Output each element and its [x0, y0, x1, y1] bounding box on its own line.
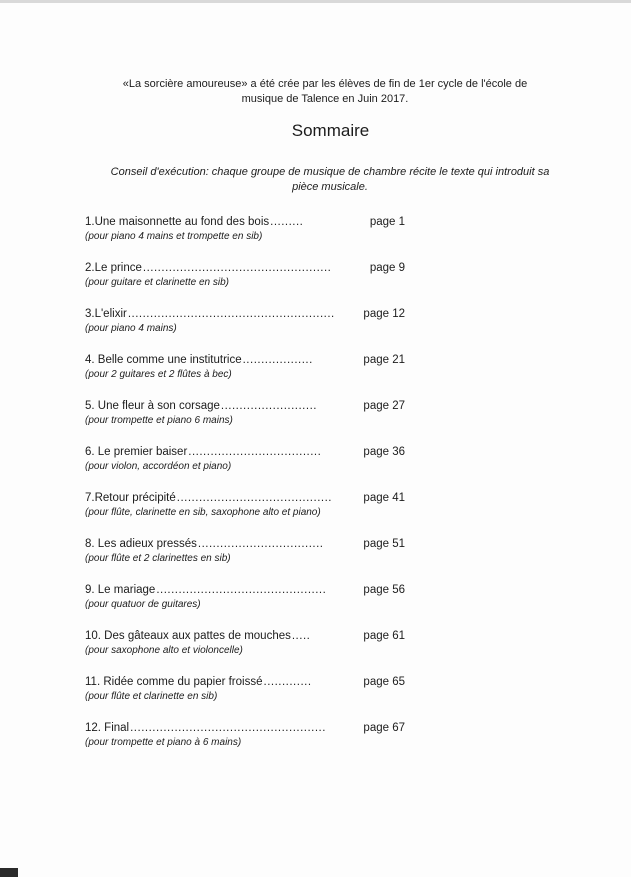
toc-leader-dots: .........: [270, 216, 304, 228]
toc-leader-dots: ....................................: [188, 446, 322, 458]
toc-entry-title: 3.L'elixir: [85, 308, 127, 320]
toc-entry-title: 11. Ridée comme du papier froissé: [85, 676, 263, 688]
toc-leader-dots: ........................................................: [127, 308, 335, 320]
toc-entry-instruments: (pour trompette et piano à 6 mains): [85, 737, 242, 748]
toc-leader-dots: ..................................: [197, 538, 324, 550]
toc-entry-instruments: (pour violon, accordéon et piano): [85, 461, 232, 472]
toc-entry-title: 1.Une maisonnette au fond des bois: [85, 216, 270, 228]
toc-entry-instruments: (pour 2 guitares et 2 flûtes à bec): [85, 369, 232, 380]
toc-entry-8: [85, 536, 405, 582]
toc-entry-instruments: (pour flûte et clarinette en sib): [85, 691, 218, 702]
scan-top-edge: [0, 0, 631, 3]
toc-entry-4: [85, 352, 405, 398]
intro-line-2: musique de Talence en Juin 2017.: [241, 93, 409, 105]
toc-leader-dots: ..........................................: [176, 492, 332, 504]
toc-entry-instruments: (pour trompette et piano 6 mains): [85, 415, 233, 426]
toc-entry-instruments: (pour guitare et clarinette en sib): [85, 277, 229, 288]
intro-paragraph: [80, 77, 570, 107]
toc-entry-title: 4. Belle comme une institutrice: [85, 354, 242, 366]
toc-page-number: page 1: [369, 216, 405, 228]
toc-entry-instruments: (pour flûte et 2 clarinettes en sib): [85, 553, 231, 564]
toc-entry-title: 7.Retour précipité: [85, 492, 176, 504]
scan-corner-mark: [0, 868, 18, 877]
advice-line-1: Conseil d'exécution: chaque groupe de musique de chambre récite le texte qui introduit sa: [110, 166, 550, 178]
toc-leader-dots: .....: [291, 630, 311, 642]
toc-page-number: page 27: [363, 400, 405, 412]
toc-leader-dots: .............: [263, 676, 312, 688]
toc-entry-instruments: (pour piano 4 mains et trompette en sib): [85, 231, 263, 242]
toc-entry-instruments: (pour flûte, clarinette en sib, saxophone alto et piano): [85, 507, 321, 518]
toc-entry-6: [85, 444, 405, 490]
toc-entry-7: [85, 490, 405, 536]
toc-entry-title: 5. Une fleur à son corsage: [85, 400, 220, 412]
toc-entry-title: 8. Les adieux pressés: [85, 538, 197, 550]
toc-page-number: page 21: [363, 354, 405, 366]
toc-leader-dots: .....................................................: [130, 722, 326, 734]
toc-entry-10: [85, 628, 405, 674]
toc-page-number: page 41: [363, 492, 405, 504]
toc-entry-9: [85, 582, 405, 628]
toc-entry-title: 2.Le prince: [85, 262, 142, 274]
toc-entry-instruments: (pour piano 4 mains): [85, 323, 177, 334]
advice-line-2: pièce musicale.: [292, 181, 368, 193]
performance-advice: [80, 165, 580, 195]
toc-page-number: page 12: [363, 308, 405, 320]
toc-page-number: page 51: [363, 538, 405, 550]
page-title: Sommaire: [291, 121, 370, 140]
intro-line-1: «La sorcière amoureuse» a été crée par les élèves de fin de 1er cycle de l'école de: [122, 78, 528, 90]
toc-entry-title: 9. Le mariage: [85, 584, 156, 596]
toc-entry-3: [85, 306, 405, 352]
toc-page-number: page 61: [363, 630, 405, 642]
toc-entry-instruments: (pour quatuor de guitares): [85, 599, 201, 610]
toc-entry-5: [85, 398, 405, 444]
toc-entry-title: 10. Des gâteaux aux pattes de mouches: [85, 630, 291, 642]
toc-leader-dots: ...................................................: [142, 262, 332, 274]
toc-entry-title: 6. Le premier baiser: [85, 446, 188, 458]
toc-page-number: page 67: [363, 722, 405, 734]
toc-leader-dots: ..............................................: [156, 584, 327, 596]
toc-leader-dots: ..........................: [220, 400, 317, 412]
toc-page-number: page 56: [363, 584, 405, 596]
toc-entry-1: [85, 214, 405, 260]
table-of-contents: [85, 214, 405, 766]
toc-entry-2: [85, 260, 405, 306]
toc-entry-title: 12. Final: [85, 722, 130, 734]
toc-page-number: page 65: [363, 676, 405, 688]
toc-page-number: page 9: [369, 262, 405, 274]
toc-entry-instruments: (pour saxophone alto et violoncelle): [85, 645, 243, 656]
toc-entry-12: [85, 720, 405, 766]
toc-entry-11: [85, 674, 405, 720]
toc-leader-dots: ...................: [242, 354, 313, 366]
toc-page-number: page 36: [363, 446, 405, 458]
